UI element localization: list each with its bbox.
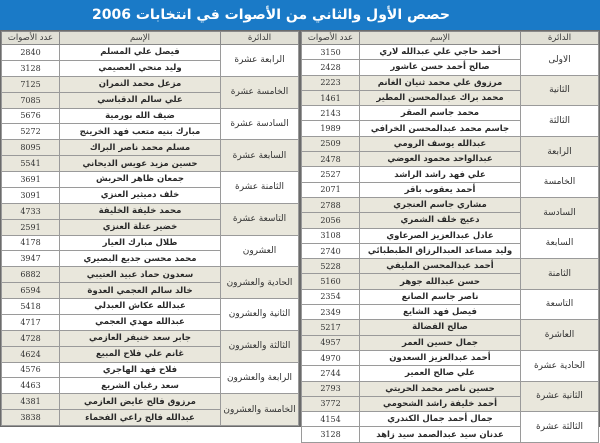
table-row: [2, 235, 299, 251]
votes-cell: 2223: [302, 75, 360, 90]
votes-cell: 7085: [2, 92, 60, 108]
page-title: حصص الأول والثاني من الأصوات في انتخابات 2006: [0, 0, 600, 30]
table-header-row: [2, 32, 299, 45]
table-row: [2, 203, 299, 219]
votes-cell: 2354: [302, 289, 360, 304]
votes-cell: 4381: [2, 394, 60, 410]
votes-cell: 4970: [302, 350, 360, 365]
candidate-name-cell: عبدالواحد محمود العوضي: [360, 152, 521, 167]
votes-cell: 2591: [2, 219, 60, 235]
candidate-name-cell: علي سالم الدقباسي: [60, 92, 221, 108]
table-row: [302, 412, 599, 427]
candidate-name-cell: خضير عتلة العنزي: [60, 219, 221, 235]
candidate-name-cell: جابر سعد خنيفر العازمي: [60, 330, 221, 346]
candidate-name-cell: مرزوق فالح عايض العازمي: [60, 394, 221, 410]
candidate-name-cell: أحمد يعقوب باقر: [360, 182, 521, 197]
table-row: [2, 76, 299, 92]
votes-cell: 5541: [2, 156, 60, 172]
votes-cell: 4717: [2, 314, 60, 330]
votes-cell: 3150: [302, 45, 360, 60]
votes-cell: 3128: [302, 427, 360, 442]
table-row: [2, 267, 299, 283]
header-votes: عدد الأصوات: [2, 32, 60, 45]
votes-cell: 7125: [2, 76, 60, 92]
table-row: [302, 381, 599, 396]
candidate-name-cell: أحمد خليفة راشد الشحومي: [360, 396, 521, 411]
district-cell: التاسعة: [521, 289, 599, 320]
candidate-name-cell: علي صالح العمير: [360, 366, 521, 381]
candidate-name-cell: عبدالله يوسف الرومي: [360, 136, 521, 151]
table-row: [302, 106, 599, 121]
candidate-name-cell: سعدون حماد عبيد العتيبي: [60, 267, 221, 283]
candidate-name-cell: عبدالله فالح راعي الفحماء: [60, 410, 221, 426]
votes-cell: 5160: [302, 274, 360, 289]
candidate-name-cell: محمد محسن جديع البصيري: [60, 251, 221, 267]
candidate-name-cell: محمد جاسم الصقر: [360, 106, 521, 121]
table-row: [2, 172, 299, 188]
district-cell: الرابعة عشرة: [221, 45, 299, 77]
district-cell: الخامسة عشرة: [221, 76, 299, 108]
votes-cell: 4576: [2, 362, 60, 378]
table-row: [2, 394, 299, 410]
candidate-name-cell: مسلم محمد ناصر البراك: [60, 140, 221, 156]
district-cell: التاسعة عشرة: [221, 203, 299, 235]
votes-cell: 4154: [302, 412, 360, 427]
candidate-name-cell: حسن عبدالله جوهر: [360, 274, 521, 289]
candidate-name-cell: طلال مبارك العيار: [60, 235, 221, 251]
table-row: [302, 75, 599, 90]
candidate-name-cell: صالح الفضالة: [360, 320, 521, 335]
votes-cell: 8095: [2, 140, 60, 156]
table-row: [2, 362, 299, 378]
header-votes: عدد الأصوات: [302, 32, 360, 45]
district-cell: الثامنة عشرة: [221, 172, 299, 204]
candidate-name-cell: وليد مساعد العبدالرزاق الطبطبائي: [360, 243, 521, 258]
table-row: [302, 136, 599, 151]
candidate-name-cell: علي فهد راشد الراشد: [360, 167, 521, 182]
table-row: [302, 228, 599, 243]
candidate-name-cell: وليد منحي العصيمي: [60, 60, 221, 76]
district-cell: الثالثة عشرة: [521, 412, 599, 443]
candidate-name-cell: صالح أحمد حسن عاشور: [360, 60, 521, 75]
candidate-name-cell: عادل عبدالعزيز الصرعاوي: [360, 228, 521, 243]
table-row: [302, 320, 599, 335]
left-results-table: [1, 31, 299, 426]
votes-cell: 3772: [302, 396, 360, 411]
table-header-row: [302, 32, 599, 45]
votes-cell: 6594: [2, 283, 60, 299]
votes-cell: 4178: [2, 235, 60, 251]
table-row: [2, 108, 299, 124]
district-cell: الثامنة: [521, 259, 599, 290]
candidate-name-cell: فيصل علي المسلم: [60, 45, 221, 61]
district-cell: الخامسة: [521, 167, 599, 198]
district-cell: العشرون: [221, 235, 299, 267]
candidate-name-cell: فلاح فهد الهاجري: [60, 362, 221, 378]
header-district: الدائرة: [221, 32, 299, 45]
votes-cell: 1461: [302, 90, 360, 105]
district-cell: الاولى: [521, 45, 599, 76]
district-cell: الثالثة والعشرون: [221, 330, 299, 362]
candidate-name-cell: ناصر جاسم الصانع: [360, 289, 521, 304]
district-cell: السابعة عشرة: [221, 140, 299, 172]
votes-cell: 2840: [2, 45, 60, 61]
tables-container: [0, 30, 600, 440]
votes-cell: 2788: [302, 197, 360, 212]
votes-cell: 2349: [302, 305, 360, 320]
votes-cell: 2478: [302, 152, 360, 167]
votes-cell: 4463: [2, 378, 60, 394]
candidate-name-cell: فيصل فهد الشايع: [360, 305, 521, 320]
votes-cell: 3838: [2, 410, 60, 426]
votes-cell: 2527: [302, 167, 360, 182]
right-table-wrap: [300, 30, 600, 440]
candidate-name-cell: مزعل محمد النمران: [60, 76, 221, 92]
votes-cell: 5676: [2, 108, 60, 124]
votes-cell: 2509: [302, 136, 360, 151]
district-cell: الحادية والعشرون: [221, 267, 299, 299]
votes-cell: 2744: [302, 366, 360, 381]
votes-cell: 2740: [302, 243, 360, 258]
candidate-name-cell: حسين مزيد عويس الديحاني: [60, 156, 221, 172]
votes-cell: 1989: [302, 121, 360, 136]
candidate-name-cell: عبدالله مهدي العجمي: [60, 314, 221, 330]
candidate-name-cell: مبارك بنيه متعب فهد الخرينج: [60, 124, 221, 140]
table-row: [302, 259, 599, 274]
candidate-name-cell: أحمد عبدالعزيز السعدون: [360, 350, 521, 365]
votes-cell: 2071: [302, 182, 360, 197]
district-cell: الثانية عشرة: [521, 381, 599, 412]
votes-cell: 5217: [302, 320, 360, 335]
header-name: الإسم: [360, 32, 521, 45]
district-cell: السابعة: [521, 228, 599, 259]
candidate-name-cell: عدنان سيد عبدالصمد سيد زاهد: [360, 427, 521, 442]
candidate-name-cell: جمعان ظاهر الحربش: [60, 172, 221, 188]
table-row: [302, 167, 599, 182]
district-cell: الحادية عشرة: [521, 350, 599, 381]
votes-cell: 3091: [2, 187, 60, 203]
district-cell: الثالثة: [521, 106, 599, 137]
candidate-name-cell: جمال أحمد جمال الكندري: [360, 412, 521, 427]
votes-cell: 3691: [2, 172, 60, 188]
candidate-name-cell: خالد سالم العجمي العدوة: [60, 283, 221, 299]
candidate-name-cell: أحمد حاجي علي عبدالله لاري: [360, 45, 521, 60]
votes-cell: 5272: [2, 124, 60, 140]
candidate-name-cell: مشاري جاسم العنجري: [360, 197, 521, 212]
votes-cell: 3128: [2, 60, 60, 76]
right-results-table: [301, 31, 599, 443]
candidate-name-cell: محمد خليفة الخليفة: [60, 203, 221, 219]
votes-cell: 3108: [302, 228, 360, 243]
district-cell: الثانية: [521, 75, 599, 106]
district-cell: الخامسة والعشرون: [221, 394, 299, 426]
district-cell: السادسة: [521, 197, 599, 228]
candidate-name-cell: غانم علي فلاح المبيع: [60, 346, 221, 362]
table-row: [2, 330, 299, 346]
table-row: [2, 45, 299, 61]
candidate-name-cell: سعد رغيان الشريع: [60, 378, 221, 394]
left-table-wrap: [0, 30, 300, 427]
votes-cell: 6882: [2, 267, 60, 283]
votes-cell: 4733: [2, 203, 60, 219]
candidate-name-cell: ضيف الله بورمية: [60, 108, 221, 124]
candidate-name-cell: خلف دميثير العنزي: [60, 187, 221, 203]
votes-cell: 3947: [2, 251, 60, 267]
district-cell: الثانية والعشرون: [221, 299, 299, 331]
header-district: الدائرة: [521, 32, 599, 45]
votes-cell: 4624: [2, 346, 60, 362]
table-row: [302, 350, 599, 365]
votes-cell: 4728: [2, 330, 60, 346]
header-name: الإسم: [60, 32, 221, 45]
candidate-name-cell: عبدالله عكاش العبدلي: [60, 299, 221, 315]
district-cell: الرابعة: [521, 136, 599, 167]
table-row: [302, 45, 599, 60]
candidate-name-cell: حسين ناصر محمد الحريتي: [360, 381, 521, 396]
district-cell: العاشرة: [521, 320, 599, 351]
candidate-name-cell: مرزوق علي محمد ثنيان الغانم: [360, 75, 521, 90]
votes-cell: 5418: [2, 299, 60, 315]
candidate-name-cell: دعيج خلف الشمري: [360, 213, 521, 228]
table-row: [2, 299, 299, 315]
table-row: [302, 197, 599, 212]
candidate-name-cell: جاسم محمد عبدالمحسن الخرافي: [360, 121, 521, 136]
candidate-name-cell: محمد براك عبدالمحسن المطير: [360, 90, 521, 105]
candidate-name-cell: جمال حسين العمر: [360, 335, 521, 350]
candidate-name-cell: أحمد عبدالمحسن المليفي: [360, 259, 521, 274]
votes-cell: 5228: [302, 259, 360, 274]
district-cell: السادسة عشرة: [221, 108, 299, 140]
table-row: [302, 289, 599, 304]
votes-cell: 2056: [302, 213, 360, 228]
district-cell: الرابعة والعشرون: [221, 362, 299, 394]
votes-cell: 2143: [302, 106, 360, 121]
votes-cell: 2793: [302, 381, 360, 396]
votes-cell: 4957: [302, 335, 360, 350]
votes-cell: 2428: [302, 60, 360, 75]
table-row: [2, 140, 299, 156]
